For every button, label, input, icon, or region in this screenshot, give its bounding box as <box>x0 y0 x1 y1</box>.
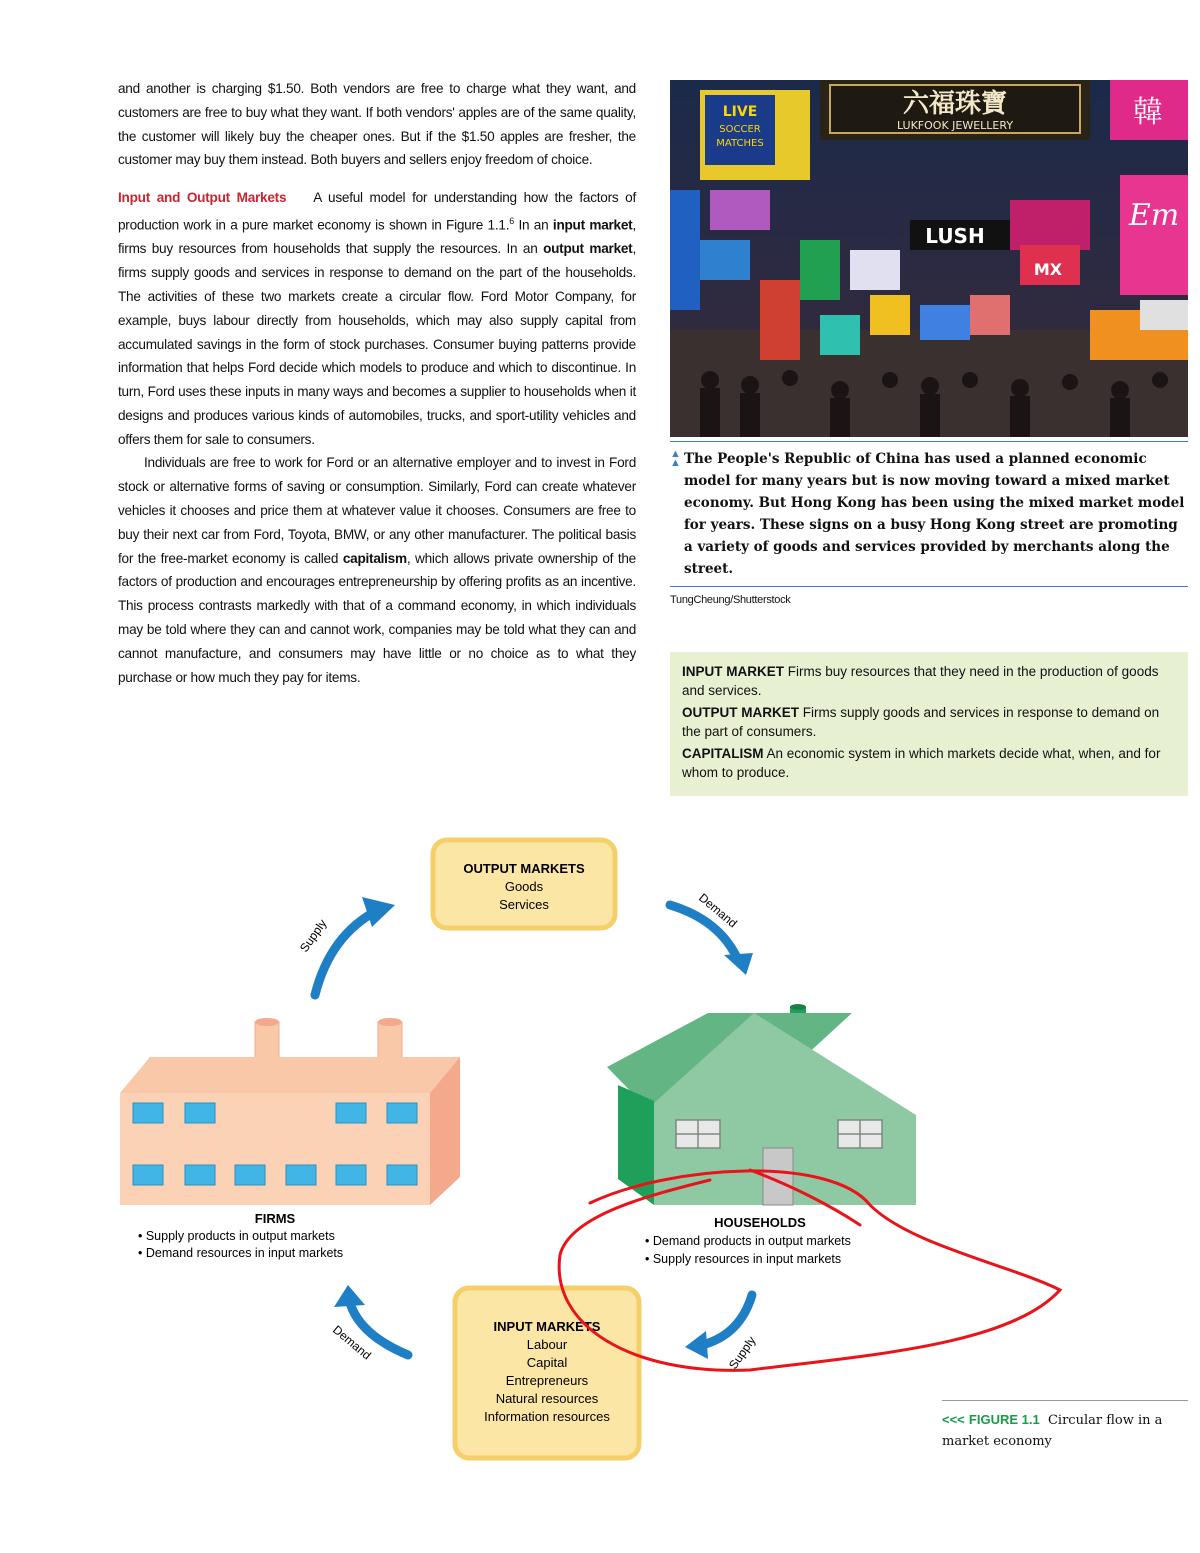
svg-text:Demand: Demand <box>696 890 740 931</box>
output-markets-box <box>433 840 615 928</box>
arrow-supply-bottom <box>685 1295 759 1372</box>
hong-kong-street-photo <box>670 80 1188 437</box>
circular-flow-diagram <box>110 835 1190 1475</box>
caption-arrow-icon: ▲ ▲ <box>670 448 681 469</box>
firms-label <box>138 1211 343 1260</box>
term-input-market: input market <box>552 217 633 233</box>
term-capitalism: capitalism <box>342 550 407 566</box>
svg-text:韓: 韓 <box>1133 95 1163 130</box>
paragraph-1: and another is charging $1.50. Both vendors are free to charge what they want, and customers are free to buy what they want. If both vendors' apples are of the same quality, the customer will likely buy the cheaper ones. But if the $1.50 apples are fresher, the customer may buy them instead. Both buyers and sellers enjoy freedom of choice. <box>118 81 636 168</box>
figure-marker: <<< <box>942 1412 965 1427</box>
svg-text:MX: MX <box>1033 260 1063 279</box>
svg-text:Labour: Labour <box>526 1337 568 1352</box>
figure-text: Circular flow in a market economy <box>942 1413 1163 1449</box>
svg-text:Supply: Supply <box>725 1333 759 1372</box>
factory-illustration <box>120 1018 460 1205</box>
svg-text:Demand: Demand <box>330 1322 374 1363</box>
svg-text:Goods: Goods <box>504 879 544 894</box>
svg-text:OUTPUT MARKETS: OUTPUT MARKETS <box>463 861 585 876</box>
definition-output-market: OUTPUT MARKET Firms supply goods and services in response to demand on the part of consumers. <box>682 705 1160 739</box>
figure-caption <box>942 1400 1188 1452</box>
svg-text:Entrepreneurs: Entrepreneurs <box>505 1373 589 1388</box>
svg-text:Supply: Supply <box>296 916 330 955</box>
svg-text:• Supply products in output ma: • Supply products in output markets <box>138 1229 335 1243</box>
households-label <box>645 1215 851 1266</box>
paragraph-2: Input and Output Markets A useful model for understanding how the factors of production work in a pure market economy is shown in Figure 1.1.$^6$ In an input market, firms buy resources from households that supply the resources. In an output market, firms supply goods and services in response to demand on the part of the households. The activities of these two markets create a circular flow. Ford Motor Company, for example, buys labour directly from households, which may also supply capital from accumulated savings in the form of stock purchases. Consumer buying patterns provide information that helps Ford decide which models to produce and which to discontinue. In turn, Ford uses these inputs in many ways and becomes a supplier to households when it designs and produces various kinds of automobiles, trucks, and sport-utility vehicles and offers them for sale to consumers. <box>118 190 636 447</box>
svg-text:• Demand products in output ma: • Demand products in output markets <box>645 1234 851 1248</box>
svg-text:Services: Services <box>499 897 549 912</box>
arrow-supply-top <box>297 897 395 995</box>
svg-text:LUSH: LUSH <box>925 224 985 248</box>
photo-credit: TungCheung/Shutterstock <box>670 594 791 606</box>
definition-capitalism: CAPITALISM An economic system in which markets decide what, when, and for whom to produce. <box>682 746 1161 780</box>
svg-text:Information resources: Information resources <box>484 1409 610 1424</box>
term-output-market: output market <box>543 241 633 257</box>
svg-text:LUKFOOK JEWELLERY: LUKFOOK JEWELLERY <box>896 119 1014 132</box>
svg-text:SOCCER: SOCCER <box>719 124 761 135</box>
section-heading: Input and Output Markets <box>118 190 287 206</box>
photo-caption: ▲ ▲ The People's Republic of China has used a planned economic model for many years but is now moving toward a mixed market economy. But Hong Kong has been using the mixed market model for years. These signs on a busy Hong Kong street are promoting a variety of goods and services provided by merchants along the street. <box>670 441 1188 587</box>
svg-text:Natural resources: Natural resources <box>495 1391 599 1406</box>
body-text <box>118 77 636 689</box>
arrow-demand-top <box>670 891 753 975</box>
key-terms-box <box>670 652 1188 796</box>
svg-text:HOUSEHOLDS: HOUSEHOLDS <box>714 1215 806 1230</box>
svg-text:Em: Em <box>1128 198 1180 233</box>
input-markets-box <box>455 1288 639 1458</box>
svg-text:INPUT MARKETS: INPUT MARKETS <box>493 1319 601 1334</box>
svg-text:FIRMS: FIRMS <box>254 1211 296 1226</box>
paragraph-3: Individuals are free to work for Ford or an alternative employer and to invest in Ford stock or alternative forms of saving or consumption. Similarly, Ford can create whatever vehicles it chooses and price them at whatever value it chooses. Consumers are free to buy their next car from Ford, Toyota, BMW, or any other manufacturer. The political basis for the free-market economy is called capitalism, which allows private ownership of the factors of production and encourages entrepreneurship by offering profits as an incentive. This process contrasts markedly with that of a command economy, in which individuals may be told where they can and cannot work, companies may be told what they can and cannot manufacture, and consumers may have little or no choice as to what they purchase or how much they pay for items. <box>118 455 636 685</box>
svg-text:LIVE: LIVE <box>722 104 758 120</box>
svg-text:• Supply resources in input ma: • Supply resources in input markets <box>645 1252 842 1266</box>
svg-text:• Demand resources in input ma: • Demand resources in input markets <box>138 1246 344 1260</box>
svg-text:MATCHES: MATCHES <box>716 138 764 149</box>
definition-input-market: INPUT MARKET Firms buy resources that they need in the production of goods and services. <box>682 664 1159 698</box>
svg-text:六福珠寶: 六福珠寶 <box>902 89 1008 119</box>
arrow-demand-bottom <box>330 1285 408 1362</box>
svg-text:Capital: Capital <box>526 1355 568 1370</box>
figure-label: FIGURE 1.1 <box>968 1412 1040 1427</box>
